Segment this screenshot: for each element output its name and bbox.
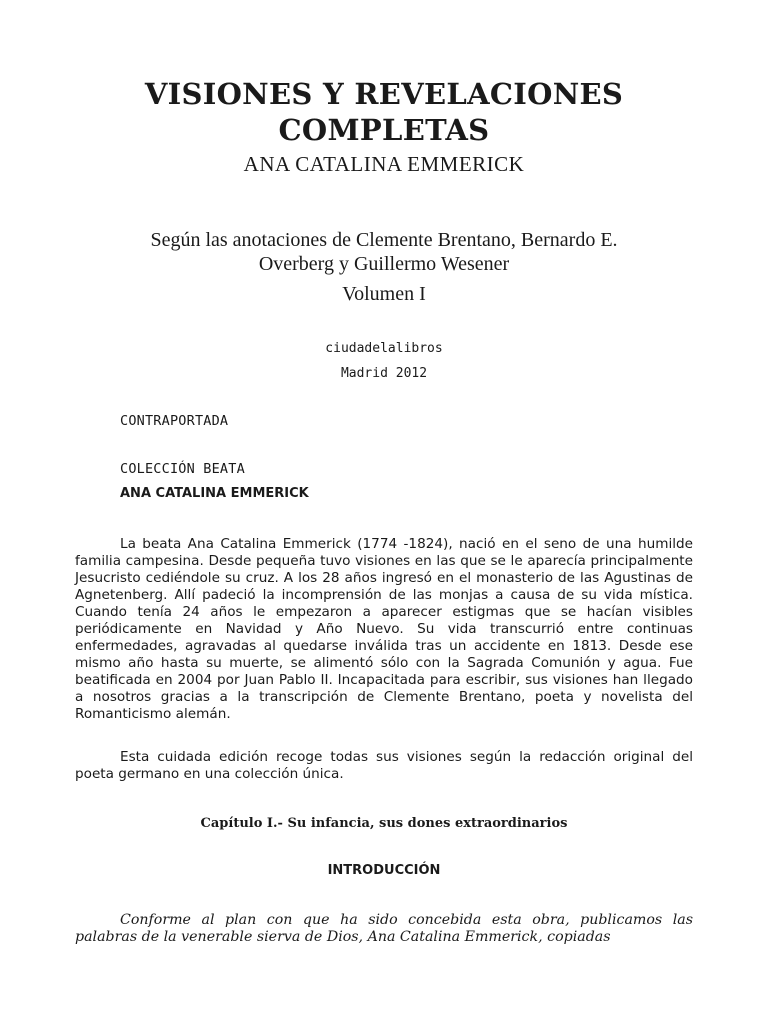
subtitle-line-2: Overberg y Guillermo Wesener — [258, 253, 510, 275]
back-cover-label: CONTRAPORTADA — [120, 413, 229, 429]
volume-label: Volumen I — [342, 283, 426, 305]
paragraph-biography: La beata Ana Catalina Emmerick (1774 -1824), nació en el seno de una humilde familia campesina. Desde pequeña tuvo visiones en las que se le aparecía principalmente Jesucristo cediéndole su cruz. A los 28 años ingresó en el monasterio de las Agustinas de Agnetenberg. Allí padeció la incomprensión de las monjas a causa de su vida mística. Cuando tenía 24 años le empezaron a aparecer estigmas que se hacían visibles periódicamente en Navidad y Año Nuevo. Su vida transcurrió entre continuas enfermedades, agravadas al quedarse inválida tras un accidente en 1813. Desde ese mismo año hasta su muerte, se alimentó sólo con la Sagrada Comunión y agua. Fue beatificada en 2004 por Juan Pablo II. Incapacitada para escribir, sus visiones han llegado a nosotros gracias a la transcripción de Clemente Brentano, poeta y novelista del Romanticismo alemán. — [75, 536, 693, 722]
publisher-name: ciudadelalibros — [325, 341, 443, 356]
author-name: ANA CATALINA EMMERICK — [243, 152, 525, 176]
subtitle-line-1: Según las anotaciones de Clemente Brentano, Bernardo E. — [150, 229, 618, 251]
chapter-heading: Capítulo I.- Su infancia, sus dones extraordinarios — [200, 816, 568, 831]
collection-name: ANA CATALINA EMMERICK — [120, 486, 309, 501]
collection-label: COLECCIÓN BEATA — [120, 461, 245, 477]
paragraph-edition: Esta cuidada edición recoge todas sus visiones según la redacción original del poeta germano en una colección única. — [75, 749, 693, 782]
title-line-2: COMPLETAS — [278, 113, 490, 147]
paragraph-introduction: Conforme al plan con que ha sido concebida esta obra, publicamos las palabras de la venerable sierva de Dios, Ana Catalina Emmerick, copiadas — [75, 912, 693, 945]
title-line-1: VISIONES Y REVELACIONES — [144, 77, 624, 111]
place-date: Madrid 2012 — [340, 366, 428, 381]
introduction-heading: INTRODUCCIÓN — [327, 863, 441, 878]
